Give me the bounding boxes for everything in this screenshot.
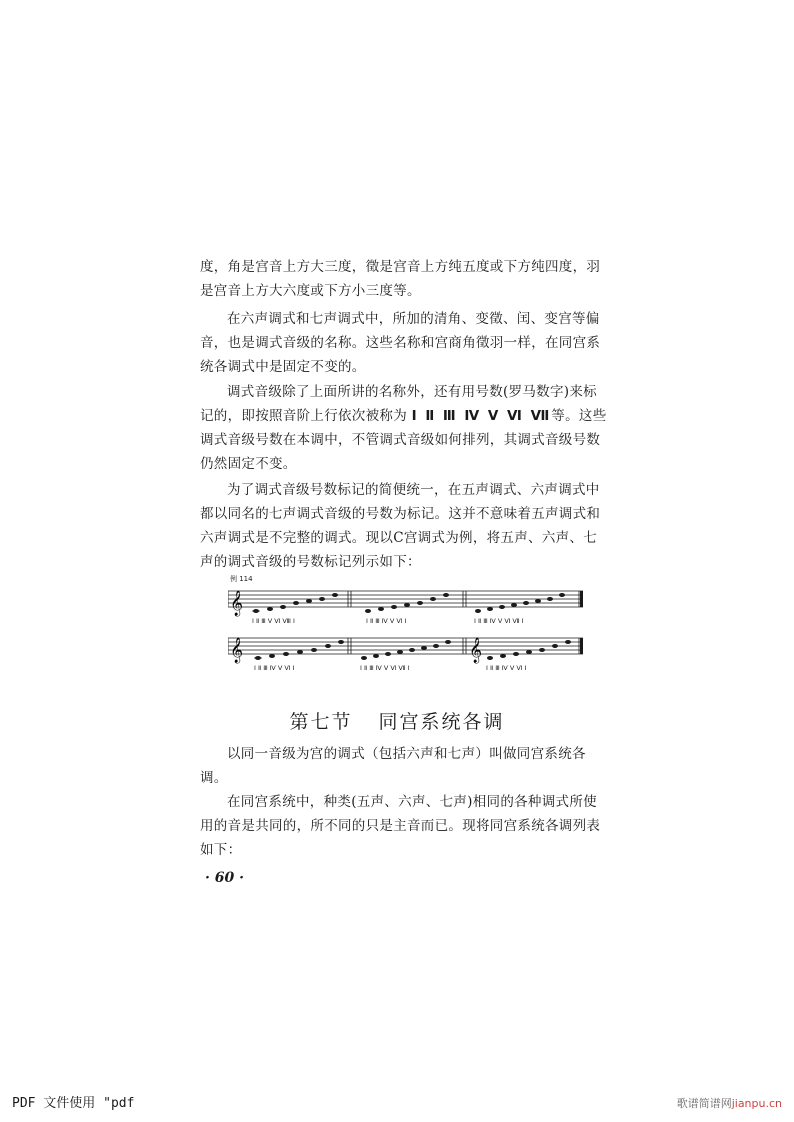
section-title: 同宫系统各调 [378, 711, 505, 733]
section-heading [0, 707, 794, 734]
staff-label-2-2: Ⅰ Ⅱ Ⅲ Ⅳ Ⅴ Ⅵ Ⅶ Ⅰ [360, 664, 410, 672]
paragraph-3 [200, 380, 610, 476]
staff-row-1 [228, 590, 583, 625]
section-number: 第七节 [289, 711, 353, 733]
staff-label-2-1: Ⅰ Ⅱ Ⅲ Ⅳ Ⅴ Ⅵ Ⅰ [254, 664, 295, 672]
paragraph-5 [200, 742, 610, 790]
svg-text:Ⅰ Ⅱ Ⅲ Ⅴ Ⅵ Ⅷ Ⅰ Ⅰ Ⅱ Ⅲ Ⅳ Ⅴ [252, 617, 524, 625]
page-number: · 60 · [205, 870, 244, 886]
footer-pdf-text: PDF 文件使用 "pdf [12, 1096, 135, 1111]
paragraph-5-text: 以同一音级为宫的调式（包括六声和七声）叫做同宫系统各调。 [200, 746, 586, 786]
treble-clef-icon: 𝄞 [230, 638, 244, 663]
example-label: 例 114 [230, 575, 253, 583]
paragraph-2 [200, 307, 610, 379]
paragraph-4-text: 为了调式音级号数标记的简便统一，在五声调式、六声调式中都以同名的七声调式音级的号数为标记。这并不意味着五声调式和六声调式是不完整的调式。现以C宫调式为例，将五声、六声、七声的调式音级的号数标记列示如下： [200, 482, 601, 570]
music-notation-example [228, 585, 588, 680]
staff-row-2 [228, 637, 583, 672]
treble-clef-icon: 𝄞 [230, 591, 244, 616]
treble-clef-icon: 𝄞 [469, 638, 483, 663]
paragraph-3-text-a: 调式音级除了上面所讲的名称外，还有用号数(罗马数字)来标记的，即按照音阶上行依次被称为 [200, 384, 597, 424]
paragraph-4 [200, 478, 610, 574]
paragraph-6-text: 在同宫系统中，种类(五声、六声、七声)相同的各种调式所使用的音是共同的，所不同的只是主音而已。现将同宫系统各调列表如下： [200, 794, 601, 858]
paragraph-6 [200, 790, 610, 862]
svg-text:Ⅰ Ⅱ Ⅲ Ⅳ Ⅴ Ⅵ Ⅰ Ⅰ Ⅱ Ⅲ Ⅳ Ⅴ [254, 664, 526, 672]
roman-numerals: Ⅰ Ⅱ Ⅲ Ⅳ Ⅴ Ⅵ Ⅶ [411, 408, 552, 424]
paragraph-1 [200, 255, 610, 303]
staff-label-2-3: Ⅰ Ⅱ Ⅲ Ⅳ Ⅴ Ⅵ Ⅰ [486, 664, 527, 672]
footer-watermark [677, 1095, 782, 1111]
paragraph-3-text-b: 等。这些调式音级号数在本调中，不管调式音级如何排列，其调式音级号数仍然固定不变。 [200, 408, 607, 472]
staff-label-1-1: Ⅰ Ⅱ Ⅲ Ⅴ Ⅵ Ⅷ Ⅰ [252, 617, 295, 625]
staff-label-1-2: Ⅰ Ⅱ Ⅲ Ⅳ Ⅴ Ⅵ Ⅰ [366, 617, 407, 625]
paragraph-2-text: 在六声调式和七声调式中，所加的清角、变徵、闰、变宫等偏音，也是调式音级的名称。这些名称和宫商角徵羽一样，在同宫系统各调式中是固定不变的。 [200, 311, 601, 375]
watermark-site: 歌谱简谱网 [676, 1097, 732, 1110]
staff-label-1-3: Ⅰ Ⅱ Ⅲ Ⅳ Ⅴ Ⅵ Ⅶ Ⅰ [474, 617, 524, 625]
paragraph-1-text: 度，角是宫音上方大三度，徵是宫音上方纯五度或下方纯四度，羽是宫音上方大六度或下方小三度等。 [200, 259, 601, 299]
watermark-url: jianpu.cn [731, 1097, 782, 1110]
